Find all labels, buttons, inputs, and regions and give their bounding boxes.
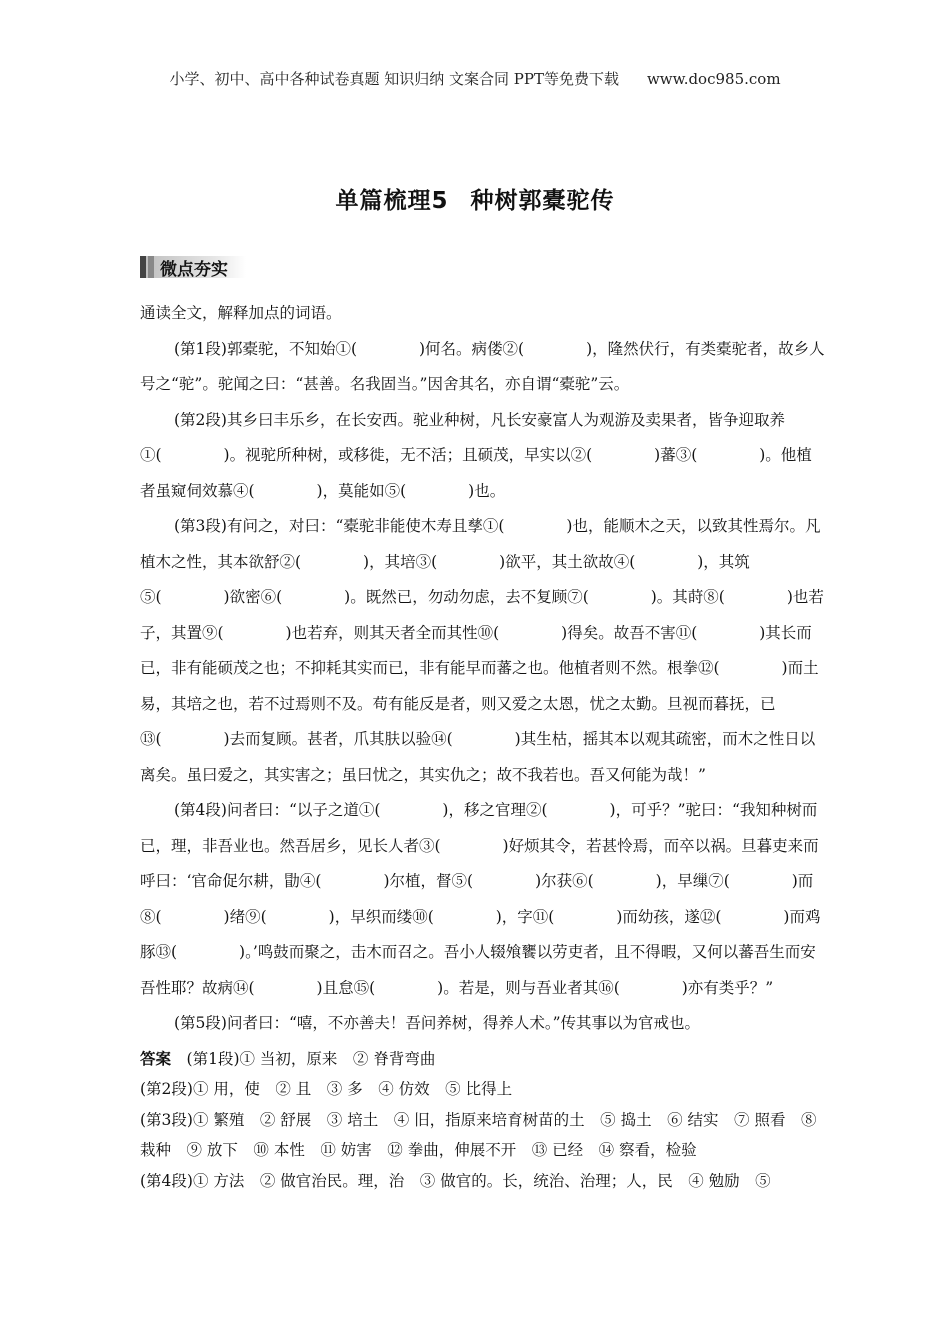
section-bar-icon-2: [148, 256, 154, 278]
section-label: 微点夯实: [160, 259, 228, 280]
title-part1: 单篇梳理5: [335, 188, 449, 214]
paragraph-5: (第5段)问者曰：“嘻，不亦善夫！吾问养树，得养人术。”传其事以为官戒也。: [174, 1014, 701, 1032]
answer-1: (第1段)① 当初，原来 ② 脊背弯曲: [186, 1049, 436, 1068]
answer-block: [140, 1044, 826, 1197]
section-heading: [140, 256, 246, 278]
page-header: [0, 68, 950, 89]
section-bar-icon: [140, 256, 146, 278]
paragraph-2: (第2段)其乡曰丰乐乡，在长安西。驼业种树，凡长安豪富人为观游及卖果者，皆争迎取养①( )。视驼所种树，或移徙，无不活；且硕茂，早实以②( )蕃③( )。他植者虽窥伺效慕④( )，莫能如⑤( )也。: [140, 410, 812, 500]
instructions: 通读全文，解释加点的词语。: [140, 304, 342, 322]
paragraph-4: (第4段)问者曰：“以子之道①( )，移之官理②( )，可乎？”驼曰：“我知种树而已，理，非吾业也。然吾居乡，见长人者③( )好烦其令，若甚怜焉，而卒以祸。旦暮吏来而呼曰：‘官命促尔耕，勖④( )尔植，督⑤( )尔获⑥( )，早缫⑦( )而⑧( )绪⑨( )，早织而缕⑩( )，字⑪( )而幼孩，遂⑫( )而鸡豚⑬( )。’鸣鼓而聚之，击木而召之。吾小人辍飧饔以劳吏者，且不得暇，又何以蕃吾生而安吾性耶？故病⑭( )且怠⑮( )。若是，则与吾业者其⑯( )亦有类乎？”: [140, 801, 821, 997]
header-text: 小学、初中、高中各种试卷真题 知识归纳 文案合同 PPT等免费下载: [169, 70, 619, 88]
document-body: [140, 296, 826, 1196]
paragraph-1: (第1段)郭橐驼，不知始①( )何名。病偻②( )，隆然伏行，有类橐驼者，故乡人号之“驼”。驼闻之曰：“甚善。名我固当。”因舍其名，亦自谓“橐驼”云。: [140, 339, 825, 393]
answer-3: (第3段)① 繁殖 ② 舒展 ③ 培土 ④ 旧，指原来培育树苗的土 ⑤ 捣土 ⑥ 结实 ⑦ 照看 ⑧ 栽种 ⑨ 放下 ⑩ 本性 ⑪ 妨害 ⑫ 拳曲，伸展不开 ⑬ 已经 ⑭ 察看，检验: [140, 1110, 817, 1159]
paragraph-3: (第3段)有问之，对曰：“橐驼非能使木寿且孳①( )也，能顺木之天，以致其性焉尔。凡植木之性，其本欲舒②( )，其培③( )欲平，其土欲故④( )，其筑⑤( )欲密⑥( )。既然已，勿动勿虑，去不复顾⑦( )。其莳⑧( )也若子，其置⑨( )也若弃，则其天者全而其性⑩( )得矣。故吾不害⑪( )其长而已，非有能硕茂之也；不抑耗其实而已，非有能早而蕃之也。他植者则不然。根拳⑫( )而土易，其培之也，若不过焉则不及。苟有能反是者，则又爱之太恩，忧之太勤。旦视而暮抚，已⑬( )去而复顾。甚者，爪其肤以验⑭( )其生枯，摇其本以观其疏密，而木之性日以离矣。虽曰爱之，其实害之；虽曰忧之，其实仇之；故不我若也。吾又何能为哉！”: [140, 517, 824, 784]
page-title: [0, 182, 950, 215]
answer-2: (第2段)① 用，使 ② 且 ③ 多 ④ 仿效 ⑤ 比得上: [140, 1080, 513, 1098]
answer-label: 答案: [140, 1049, 172, 1068]
answer-4: (第4段)① 方法 ② 做官治民。理，治 ③ 做官的。长，统治、治理；人，民 ④ 勉励 ⑤: [140, 1171, 771, 1190]
title-part2: 种树郭橐驼传: [470, 188, 615, 214]
answer-line-1: [140, 1044, 826, 1075]
header-site[interactable]: www.doc985.com: [646, 70, 781, 88]
